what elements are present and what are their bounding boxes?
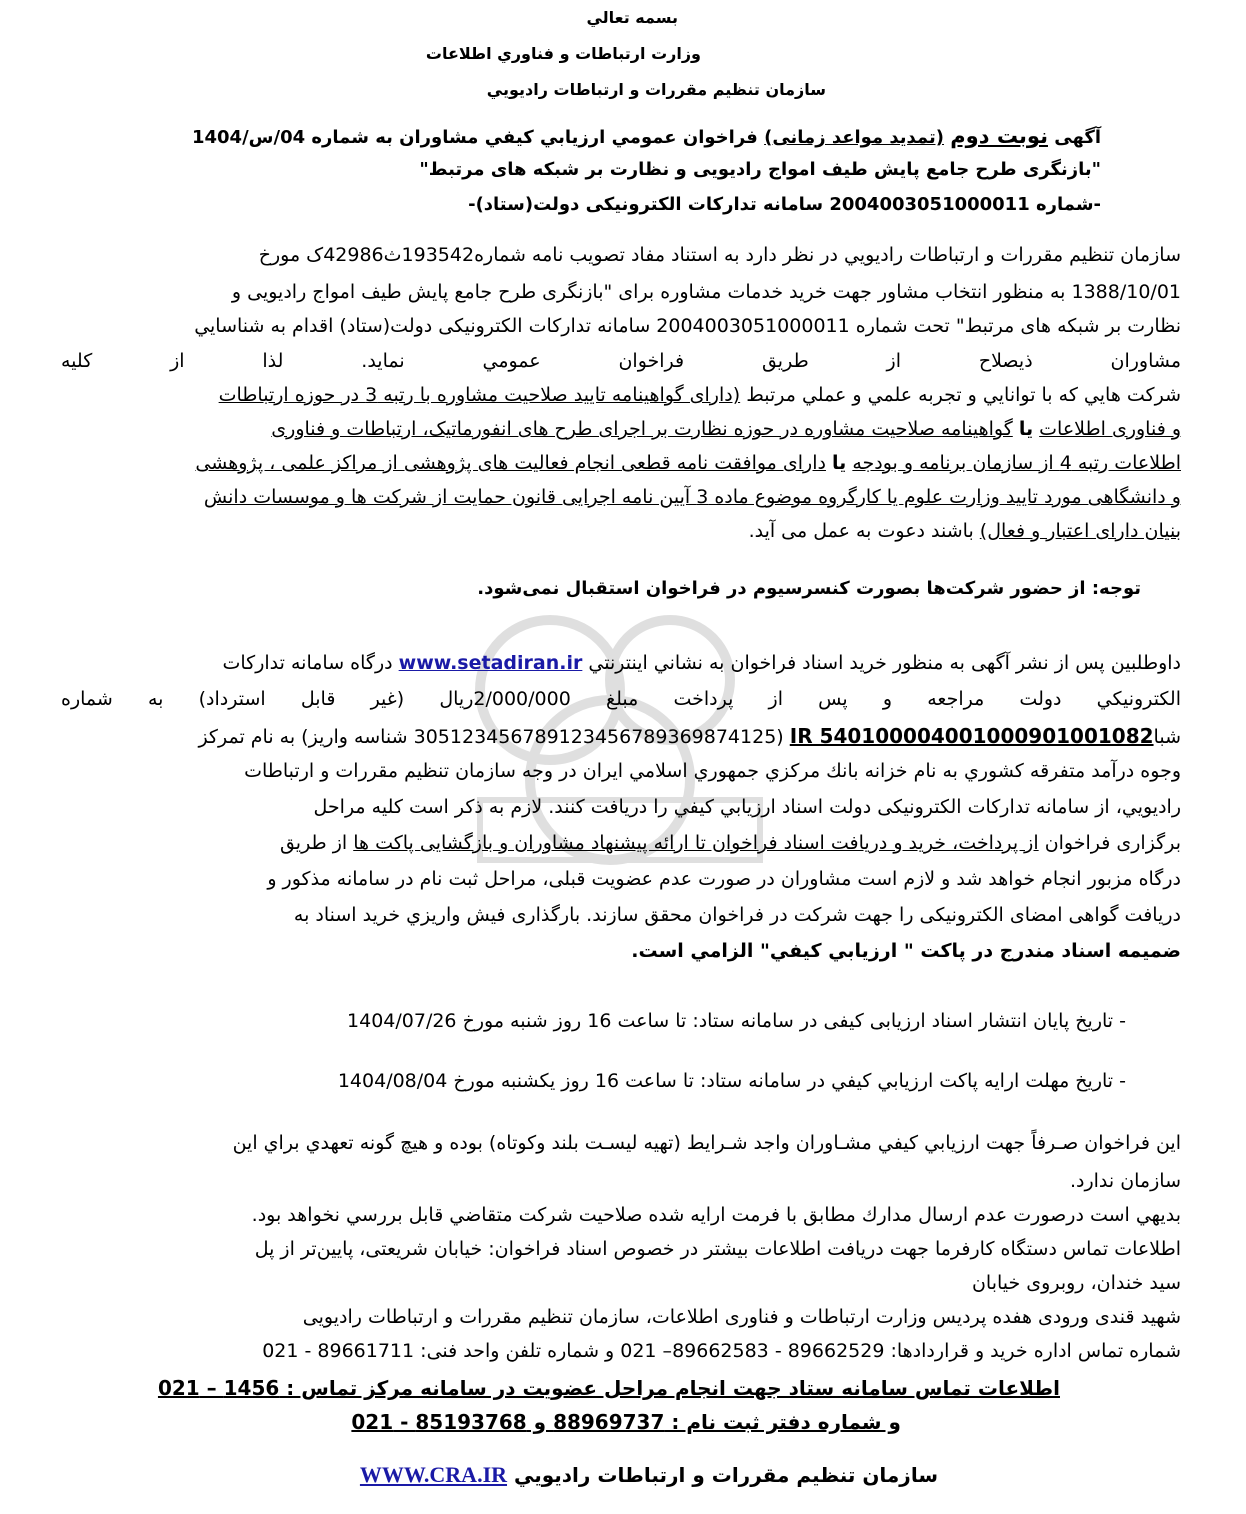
para2-text: (305123456789123456789369874125 شناسه واريز) به نام تمرکز xyxy=(198,726,784,748)
para3-line: اطلاعات تماس دستگاه کارفرما جهت دریافت اطلاعات بیشتر در خصوص اسناد فراخوان: خیابان شریعتی، پایین‌تر از پل xyxy=(254,1238,1181,1260)
para1-line: مشاوران ذيصلاح از طريق فراخوان عمومي نمايد. لذا از كليه xyxy=(61,350,1181,372)
date-publication-end: - تاریخ پایان انتشار اسناد ارزیابی کیفی در سامانه ستاد: تا ساعت 16 روز شنبه مورخ 1404/07/26 xyxy=(347,1010,1126,1032)
title-prefix: آگهی xyxy=(1054,127,1101,148)
cra-website-link[interactable]: WWW.CRA.IR xyxy=(359,1462,508,1487)
para1-line: 1388/10/01 به منظور انتخاب مشاور جهت خرید خدمات مشاوره برای "بازنگری طرح جامع پایش طیف امواج رادیویی و xyxy=(231,281,1181,303)
iban-number: IR 540100004001000901001082 xyxy=(789,724,1154,748)
setad-support-contact: اطلاعات تماس سامانه ستاد جهت انجام مراحل عضویت در سامانه مرکز تماس : 1456 – 021 xyxy=(157,1376,1060,1400)
para2-line xyxy=(223,652,1182,674)
para2-text: برگزاری فراخوان xyxy=(1044,832,1181,854)
para2-line: الکترونيكي دولت مراجعه و پس از پرداخت مبلغ 2/000/000ريال (غير قابل استرداد) به شماره xyxy=(61,688,1181,710)
para2-line: درگاه مزبور انجام خواهد شد و لازم است مشاوران در صورت عدم عضویت قبلی، مراحل ثبت نام در سامانه مذکور و xyxy=(267,868,1181,890)
para1-line xyxy=(219,384,1181,406)
para3-line: بديهي است درصورت عدم ارسال مدارك مطابق با فرمت ارايه شده صلاحيت شركت متقاضي قابل بررسي نخواهد بود. xyxy=(251,1204,1181,1226)
header-bismillah: بسمه تعالي xyxy=(586,8,678,27)
para2-line: راديويي، از سامانه تدارکات الکترونیکی دولت اسناد ارزيابي كيفي را دريافت كنند. لازم به ذکر است کلیه مراحل xyxy=(313,796,1181,818)
header-organization: سازمان تنظيم مقررات و ارتباطات راديويي xyxy=(486,80,826,99)
footer-organization: سازمان تنظيم مقررات و ارتباطات راديويي xyxy=(513,1463,938,1487)
para2-line: وجوه درآمد متفرقه كشوري به نام خزانه بانك مركزي جمهوري اسلامي ايران در وجه سازمان تنظيم مقررات و ارتباطات xyxy=(244,760,1181,782)
para1-qualification: و فناوری اطلاعات xyxy=(1039,418,1181,440)
para1-text: باشند دعوت به عمل می آيد. xyxy=(748,520,974,542)
para2-line: ضميمه اسناد مندرج در پاكت " ارزيابي كيفي" الزامي است. xyxy=(631,940,1181,962)
consortium-note: توجه: از حضور شرکت‌ها بصورت کنسرسیوم در فراخوان استقبال نمی‌شود. xyxy=(477,578,1141,599)
para1-line: سازمان تنظيم مقررات و ارتباطات راديويي در نظر دارد به استناد مفاد تصويب نامه شماره193542ث42986ک مورخ xyxy=(258,244,1181,266)
para1-qualification: بنیان دارای اعتبار و فعال) xyxy=(979,520,1181,542)
para2-text: شبا xyxy=(1153,726,1181,748)
para3-contact-numbers: شماره تماس اداره خرید و قراردادها: 89662529 - 89662583– 021 و شماره تلفن واحد فنی: 89661711 - 021 xyxy=(262,1340,1181,1362)
para2-text: درگاه سامانه تداركات xyxy=(222,652,393,674)
para2-line xyxy=(198,724,1181,748)
title-setad-number: -شماره 2004003051000011 سامانه تدارکات الکترونیکی دولت(ستاد)- xyxy=(468,194,1101,215)
para3-line: سید خندان، روبروی خیابان xyxy=(971,1272,1181,1294)
title-round: نوبت دوم xyxy=(950,124,1048,148)
title-subject: "بازنگری طرح جامع پایش طیف امواج رادیویی و نظارت بر شبکه های مرتبط" xyxy=(419,159,1101,180)
header-ministry: وزارت ارتباطات و فناوري اطلاعات xyxy=(425,44,701,63)
para1-or: یا xyxy=(1018,418,1034,440)
footer-signature xyxy=(360,1462,938,1488)
para2-text: داوطلبين پس از نشر آگهی به منظور خريد اسناد فراخوان به نشاني اينترنتي xyxy=(588,652,1181,674)
para1-line xyxy=(195,452,1181,474)
para1-line xyxy=(749,520,1181,542)
title-rest: فراخوان عمومي ارزيابي كيفي مشاوران به شماره 04/س/1404 xyxy=(191,127,758,148)
para2-process: از پرداخت، خرید و دریافت اسناد فراخوان تا ارائه پیشنهاد مشاوران و بازگشایی پاکت ها xyxy=(353,832,1039,854)
notice-title xyxy=(192,124,1101,148)
para1-text: شركت هايي كه با توانايي و تجربه علمي و عملي مرتبط xyxy=(746,384,1181,406)
para2-line xyxy=(280,832,1181,854)
para2-text: از طریق xyxy=(279,832,348,854)
para1-qualification: اطلاعات رتبه 4 از سازمان برنامه و بودجه xyxy=(852,452,1181,474)
para1-line xyxy=(271,418,1181,440)
para3-line: اين فراخوان صـرفاً جهت ارزيابي كيفي مشـاوران واجد شـرايط (تهيه ليسـت بلند وكوتاه) بوده و هيچ گونه تعهدي براي اين xyxy=(232,1132,1181,1154)
para1-line: نظارت بر شبکه های مرتبط" تحت شماره 2004003051000011 سامانه تدارکات الکترونیکی دولت(ستاد) اقدام به شناسايي xyxy=(194,315,1181,337)
title-extension: (تمدید مواعد زمانی) xyxy=(764,127,944,148)
para3-line: شهید قندی ورودی هفده پردیس وزارت ارتباطات و فناوری اطلاعات، سازمان تنظیم مقررات و ارتباطات رادیویی xyxy=(302,1306,1181,1328)
para1-or: یا xyxy=(832,452,847,474)
para3-line: سازمان ندارد. xyxy=(1069,1170,1181,1192)
setadiran-link[interactable]: www.setadiran.ir xyxy=(398,652,583,674)
para2-line: دریافت گواهی امضای الکترونیکی را جهت شرکت در فراخوان محقق سازند. بارگذاری فيش واريزي خريد اسناد به xyxy=(293,904,1181,926)
registration-office-contact: و شماره دفتر ثبت نام : 88969737 و 85193768 - 021 xyxy=(351,1410,901,1434)
date-submission-deadline: - تاريخ مهلت ارايه پاكت ارزيابي كيفي در سامانه ستاد: تا ساعت 16 روز یکشنبه مورخ 1404/08/04 xyxy=(337,1070,1126,1092)
para1-qualification: گواهینامه صلاحیت مشاوره در حوزه نظارت بر اجرای طرح های انفورماتیک، ارتباطات و فناوری xyxy=(271,418,1013,440)
para1-qualification: دارای موافقت نامه قطعی انجام فعالیت های پژوهشی از مراکز علمی ، پژوهشی xyxy=(195,452,826,474)
para1-qualification: (دارای گواهینامه تایید صلاحیت مشاوره با رتبه 3 در حوزه ارتباطات xyxy=(218,384,741,406)
para1-line: و دانشگاهی مورد تایید وزارت علوم یا کارگروه موضوع ماده 3 آیین نامه اجرایی قانون حمایت از شرکت ها و موسسات دانش xyxy=(203,486,1181,508)
